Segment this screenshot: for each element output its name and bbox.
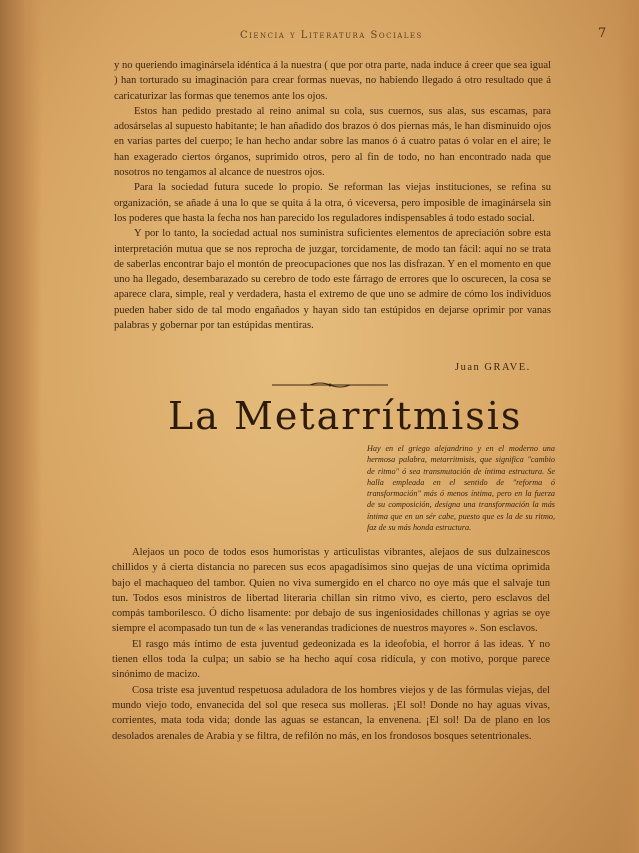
author-signature: Juan GRAVE. [455,362,531,373]
paragraph: y no queriendo imaginársela idéntica á la nuestra ( que por otra parte, nada induce á creer que sea igual ) han torturado su imaginación para crear formas nuevas, no habiendo llegado á otro resultado que á caricaturizar las formas que tenemos ante los ojos. [114,60,551,102]
page-edge-shadow [617,0,639,853]
ornamental-divider [270,381,390,389]
paragraph: Estos han pedido prestado al reino animal su cola, sus cuernos, sus alas, sus escamas, para adosárselas al supuesto habitante; le han añadido dos brazos ó dos piernas más, le han disminuido ojos en varias partes del cuerpo; le han hecho andar sobre las manos ó á cuatro patas ó volar en el aire; le han exagerado ciertos órganos, suprimido otros, pero al fin de todo, no han encontrado nada que nosotros no tengamos al alcance de nuestros ojos. [114,105,551,179]
epigraph: Hay en el griego alejandrino y en el moderno una hermosa palabra, metarritmisis, que significa "cambio de ritmo" ó sea transmutación de íntima estructura. Se halla empleada en el sentido de "reforma ó transformación" más ó menos íntima, pero en la fuerza de su composición, designa una transformación la más íntima que en un sér cabe, puesto que es la de su ritmo, faz de su más honda estructura. [367,444,555,533]
article-2-body [112,545,550,744]
paragraph: Para la sociedad futura sucede lo propio. Se reforman las viejas instituciones, se refina su organización, se añade á una lo que se quita á la otra, ó viceversa, pero imposible de imaginársela sin los poderes que hasta la fecha nos han parecido los reguladores indispensables á todo estado social. [114,182,551,224]
paragraph: Alejaos un poco de todos esos humoristas y articulistas vibrantes, alejaos de sus dulzainescos chillidos y á cierta distancia no parecen sus ecos apagadísimos sino quejas de una víctima oprimida bajo el machaqueo del tambor. Quien no viva sumergido en el charco no oye más que el salvaje tun tun. Todos esos ministros de libertad literaria chillan sin ritmo vivo, es cierto, pero esclavos del compás tamborilesco. Ó dicho lisamente: por debajo de sus ingeniosidades chillonas y agrias se oye siempre el acompasado tun tun de « las venerandas tradiciones de nuestros mayores ». Son esclavos. [112,547,550,635]
article-title: La Metarrítmisis [168,394,523,438]
paragraph: El rasgo más íntimo de esta juventud gedeonizada es la ideofobia, el horror á las ideas. Y no tienen ellos toda la culpa; un sabio se ha hecho aquí cosa ridícula, y con motivo, porque parece sinónimo de macizo. [112,638,550,681]
binding-fold-shadow [0,0,42,853]
running-header: Ciencia y Literatura Sociales [240,30,423,41]
article-1-body [114,58,551,333]
page-number: 7 [598,26,607,41]
paragraph: Y por lo tanto, la sociedad actual nos suministra suficientes elementos de apreciación sobre esta interpretación mutua que se nos reprocha de juzgar, torcidamente, de modo tan fácil: aquí no se trata de saberlas encontrar bajo el montón de preocupaciones que nos las disfrazan. Y en el momento en que uno ha llegado, desembarazado su cerebro de todo este fárrago de errores que lo oscurecen, la cosa se aparece clara, simple, real y verdadera, hasta el extremo de que uno se admire de cómo los individuos pueden haber sido de tal modo engañados y hayan sido tan estúpidos en dejarse oprimir por vanas palabras y gobernar por tan estúpidas mentiras. [114,228,551,332]
paragraph: Cosa triste esa juventud respetuosa aduladora de los hombres viejos y de las fórmulas viejas, del mundo viejo todo, envanecida del sol que reseca sus molleras. ¡El sol! Donde no hay aguas vivas, corrientes, mata toda vida; donde las aguas se estancan, la envenena. ¡El sol! Da de plano en los desolados arenales de Arabia y se filtra, de refilón no más, en los frondosos bosques setentrionales. [112,684,550,742]
